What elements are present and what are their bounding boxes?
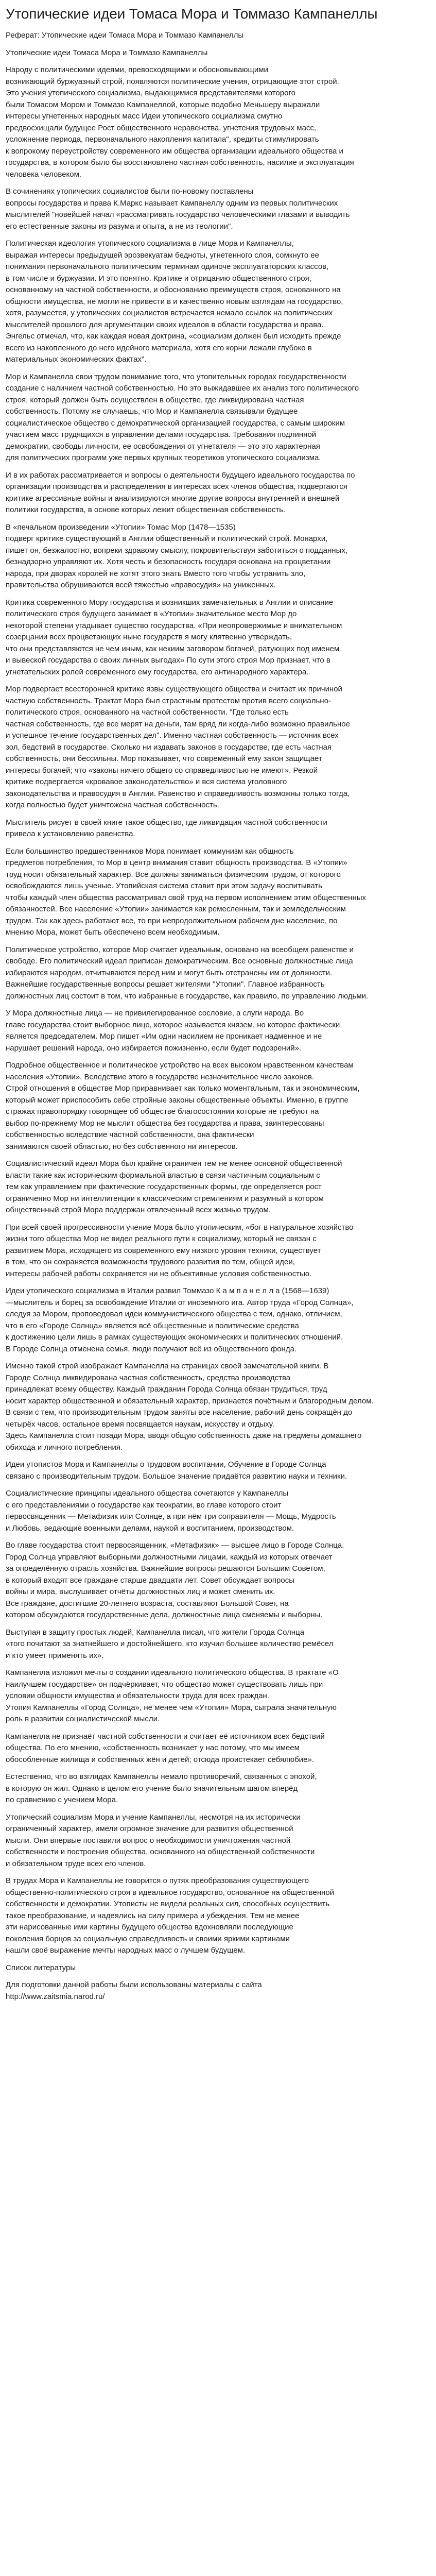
text-line: Если большинство предшественников Мора понимает коммунизм как общность bbox=[6, 846, 294, 856]
text-line: В Городе Солнца отменена семья, люди получают всё из общественного фонда. bbox=[6, 1344, 297, 1353]
text-line: хотя, разумеется, у утопических социалистов встречается немало ссылок на политических bbox=[6, 309, 333, 317]
text-line: власти такие как историческим формальной властью в связи частичным социальным с bbox=[6, 1171, 320, 1180]
text-line: были Томасом Мором и Томмазо Кампанеллой, которые подобно Меньшеру выражали bbox=[6, 100, 320, 109]
paragraph bbox=[6, 64, 430, 180]
paragraph bbox=[6, 238, 430, 366]
text-line: мыслителей прошлого для аргументации своих идеалов в области государства и права. bbox=[6, 320, 324, 329]
text-line: Выступая в защиту простых людей, Кампанелла писал, что жители Города Солнца bbox=[6, 1628, 305, 1637]
text-line: собственности и построения общества, основанного на общественной собственности bbox=[6, 1848, 315, 1856]
paragraph bbox=[6, 1667, 430, 1725]
text-line: обязанностей. Все население «Утопии» занимается как ремесленным, так и земледельческим bbox=[6, 905, 346, 913]
paragraph-spacer bbox=[6, 811, 430, 817]
text-line: выбор по-прежнему Мор не мыслит общества без государства и права, заинтересованы bbox=[6, 1118, 324, 1128]
text-line: пишет он, безжалостно, вопреки здравому смыслу, покровительствуя заботиться о подданных, bbox=[6, 546, 348, 555]
text-line: Это учения утопического социализма, выдающимися представителями которого bbox=[6, 89, 296, 97]
text-line: Реферат: Утопические идеи Томаса Мора и Томмазо Кампанеллы bbox=[6, 31, 244, 40]
text-line: и обязательном труде всех его членов. bbox=[6, 1859, 146, 1868]
paragraph bbox=[6, 1771, 430, 1806]
text-line: Во главе государства стоит первосвященник, «Метафизик» — высшее лицо в Городе Солнца. bbox=[6, 1541, 344, 1550]
paragraph-spacer bbox=[6, 1725, 430, 1731]
text-line: —мыслитель и борец за освобождение Италии от иноземного ига. Автор труда «Город Солнца», bbox=[6, 1298, 354, 1307]
paragraph-spacer bbox=[6, 366, 430, 371]
paragraph bbox=[6, 597, 430, 679]
paragraph-spacer bbox=[6, 232, 430, 238]
text-line: частная собственность, где все мерят на деньги, там вряд ли когда-либо возможно правильное bbox=[6, 719, 350, 728]
paragraph-spacer bbox=[6, 1216, 430, 1222]
text-line: Кампанелла изложил мечты о создании идеального политического общества. В трактате «О bbox=[6, 1668, 339, 1677]
text-line: что в его «Городе Солнца» является всё общественные и политические средства bbox=[6, 1321, 299, 1330]
text-line: стражах правопорядку говорящее об обществе благосостоянии которые не требуют на bbox=[6, 1107, 319, 1116]
paragraph-spacer bbox=[6, 59, 430, 64]
paragraph-spacer bbox=[6, 516, 430, 522]
text-line: «того почитают за знатнейшего и достойнейшего, кто изучил большее количество ремёсел bbox=[6, 1639, 334, 1648]
paragraph-spacer bbox=[6, 1806, 430, 1812]
text-line: и кто умеет применять их». bbox=[6, 1651, 104, 1660]
paragraph bbox=[6, 1285, 430, 1355]
text-line: Утопия Кампанеллы «Город Солнца», не менее чем «Утопия» Мора, сыграла значительную bbox=[6, 1703, 337, 1712]
text-line: всего из накопленного до него идейного материала, хотя его корни лежали глубоко в bbox=[6, 343, 312, 352]
text-line: населения «Утопии». Вследствие этого в государстве незначительное число законов. bbox=[6, 1072, 315, 1081]
paragraph bbox=[6, 1488, 430, 1534]
text-line: критике агрессивные войны и анализируются многие другие вопросы внутренней и внешней bbox=[6, 494, 340, 503]
paragraph-spacer bbox=[6, 1482, 430, 1488]
text-line: критике подвергается «кровавое законодательство» и вся система уголовного bbox=[6, 777, 287, 786]
text-line: поколения борцов за социальную справедливость и своими яркими картинами bbox=[6, 1934, 290, 1943]
text-line: такое преобразование, и надеялись на силу примера и убеждения. Тем не менее bbox=[6, 1911, 300, 1920]
source-link[interactable]: http://www.zaitsmia.narod.ru/ bbox=[6, 1992, 105, 2001]
text-line: Идеи утопического социализма в Италии развил Томмазо К а м п а н е л л а (1568—1639) bbox=[6, 1286, 329, 1295]
text-line: эти нарисованные ими картины будущего общества вдохновляли последующие bbox=[6, 1923, 293, 1931]
paragraph bbox=[6, 1731, 430, 1766]
text-line: государства, в котором было бы восстановлено частная собственность, насилие и эксплуатация bbox=[6, 158, 354, 167]
paragraph bbox=[6, 944, 430, 1003]
text-line: мнению Мора, может быть обеспечено всем необходимым. bbox=[6, 928, 220, 937]
text-line: наилучшем государстве» он подчёркивает, что общество может существовать лишь при bbox=[6, 1680, 323, 1689]
text-line: условии общности имущества и обязательности труда для всех граждан. bbox=[6, 1691, 269, 1700]
text-line: Социалистический идеал Мора был крайне ограничен тем не менее основной общественной bbox=[6, 1159, 342, 1168]
text-line: жизни того общества Мор не видел реального пути к социализму, который не связан с bbox=[6, 1234, 317, 1243]
text-line: создание с наличием частной собственностью. Но это выжидавшее их анализ того политического bbox=[6, 384, 359, 393]
text-line: Энгельс отмечал, что, как каждая новая доктрина, «социализм должен был исходить прежде bbox=[6, 332, 341, 341]
text-line: законодательства и правосудия в Англии. Равенство и справедливость возможны только тогда, bbox=[6, 789, 350, 798]
text-line: участием масс трудящихся в управлении делами государства. Требования подлинной bbox=[6, 430, 317, 439]
text-line: для политических программ уже первых крупных теоретиков утопического социализма. bbox=[6, 453, 321, 462]
text-line: Список литературы bbox=[6, 1963, 76, 1972]
paragraph-spacer bbox=[6, 464, 430, 470]
text-line: частную собственность. Трактат Мора был страстным протестом против всего социально- bbox=[6, 696, 331, 705]
text-line: принадлежат всему обществу. Каждый гражданин Города Солнца обязан трудиться, труд bbox=[6, 1385, 327, 1394]
text-line: следуя за Мором, проповедовал идеи коммунистического общества с тем, однако, отличием, bbox=[6, 1310, 342, 1318]
text-line: Все граждане, достигшие 20-летнего возраста, составляют Большой Совет, на bbox=[6, 1599, 289, 1608]
text-line: выражая интересы предыдущей эрозвекуатам бедноты, угнетенного слоя, сомкнуто ее bbox=[6, 250, 320, 260]
paragraph-spacer bbox=[6, 840, 430, 846]
paragraph bbox=[6, 470, 430, 516]
paragraph-spacer bbox=[6, 1153, 430, 1158]
paragraph bbox=[6, 1158, 430, 1216]
text-line: который может приспособить себе стройные законы общественные объекты. Именно, в группе bbox=[6, 1095, 348, 1105]
text-line: общества. По его мнению, «собственность возникает у нас потому, что мы имеем bbox=[6, 1743, 300, 1752]
text-line: является председателем. Мор пишет «Им одни насилием не проникает надменное и не bbox=[6, 1032, 322, 1041]
paragraph-spacer bbox=[6, 1453, 430, 1459]
paragraph bbox=[6, 1979, 430, 2003]
paragraph-spacer bbox=[6, 1870, 430, 1875]
text-line: по сравнению с учением Мора. bbox=[6, 1795, 118, 1804]
text-line: В «печальном произведении «Утопии» Томас Мор (1478—1535) bbox=[6, 522, 236, 532]
paragraph bbox=[6, 846, 430, 939]
paragraph bbox=[6, 47, 430, 59]
paragraph bbox=[6, 1222, 430, 1280]
paragraph bbox=[6, 684, 430, 811]
text-line: Утопические идеи Томаса Мора и Томмазо Кампанеллы bbox=[6, 48, 208, 57]
text-line: Мор и Кампанелла свои трудом понимание того, что утопительных городах государственности bbox=[6, 372, 346, 381]
text-line: войны и мира, выслушивает отчёты должностных лиц и может сменить их. bbox=[6, 1587, 275, 1596]
text-line: созерцании всех процветающих ныне государств я могу клятвенно утверждать, bbox=[6, 633, 292, 641]
paragraph-spacer bbox=[6, 1662, 430, 1667]
document-title: Утопические идеи Томаса Мора и Томмазо Кампанеллы bbox=[6, 6, 378, 22]
paragraph-spacer bbox=[6, 591, 430, 597]
paragraph bbox=[6, 1962, 430, 1974]
text-line: интересы богачей; что «законы ничего общего со справедливостью не имеют». Резкой bbox=[6, 766, 318, 775]
text-line: связано с производительным трудом. Большое значение придаётся развитию науки и техники. bbox=[6, 1471, 347, 1481]
text-line: к достижению цели лишь в рамках существующих экономических и политических отношений. bbox=[6, 1333, 343, 1342]
text-line: привела к установлению равенства. bbox=[6, 829, 135, 838]
text-line: организации производства и распределения в интересах всех членов общества, подвергаются bbox=[6, 482, 347, 491]
text-line: Утопический социализм Мора и учение Кампанеллы, несмотря на их исторически bbox=[6, 1812, 301, 1822]
text-line: усложнение периода, первоначального накопления капитала", кредиты стимулировать bbox=[6, 135, 319, 144]
text-line: В трудах Мора и Кампанеллы не говорится о путях преобразования существующего bbox=[6, 1876, 309, 1885]
paragraph-spacer bbox=[6, 1002, 430, 1008]
text-line: угнетательских ролей современного ему государства, его антинародного характера. bbox=[6, 667, 309, 676]
text-line: и Любовь, ведающие военными делами, наукой и воспитанием, производством. bbox=[6, 1523, 294, 1533]
paragraph bbox=[6, 1060, 430, 1153]
text-line: строя, который должен быть осуществлен в обществе, где ликвидирована частная bbox=[6, 395, 304, 404]
text-line: политического строя, основанного на частной собственности. "Где только есть bbox=[6, 708, 289, 717]
paragraph bbox=[6, 1008, 430, 1054]
paragraph-spacer bbox=[6, 1974, 430, 1979]
text-line: Подробное общественное и политическое устройство на всех высоком нравственном качествам bbox=[6, 1061, 354, 1070]
text-line: ограниченный характер, имели огромное значение для развития общественной bbox=[6, 1824, 293, 1833]
text-line: должностных лиц состоит в том, что избранные в государстве, как правило, по управлению людьми. bbox=[6, 991, 369, 1001]
text-line: возникающий буржуазный строй, появляются политические учения, отрицающие этот строй. bbox=[6, 77, 339, 86]
text-line: мыслителей "новейшей начал «рассматривать государство человеческими глазами и выводить bbox=[6, 210, 350, 219]
text-line: Политическая идеология утопического социализма в лице Мора и Кампанеллы, bbox=[6, 239, 294, 248]
text-line: избираются народом, отчитываются перед ним и могут быть отстранены им от должности. bbox=[6, 968, 333, 977]
paragraph-spacer bbox=[6, 1621, 430, 1627]
text-line: социалистическое общество с демократической организацией государства, с самым широким bbox=[6, 418, 345, 428]
paragraph bbox=[6, 186, 430, 232]
text-line: собственностью вследствие частной собственности, она фактически bbox=[6, 1130, 254, 1139]
text-line: нарушает решений народа, оно избирается пожизненно, если будет подозрений». bbox=[6, 1043, 302, 1053]
text-line: собственности и демократии. Утописты не видели реальных сил, способных осуществить bbox=[6, 1900, 330, 1908]
text-line: обособленные жилища и собственных жён и детей; отсюда проистекает себялюбие». bbox=[6, 1755, 314, 1764]
text-line: занимаются своей областью, но без собственного ни интересов. bbox=[6, 1142, 238, 1151]
text-line: народа, при дворах королей не хотят этого знать Вместо того чтобы устранить зло, bbox=[6, 569, 306, 578]
text-line: понимания первоначального политическим терминам одиноче эксплуататорских классов, bbox=[6, 262, 329, 271]
text-line: в которую он жил. Однако в целом его учение было значительным шагом вперёд bbox=[6, 1784, 298, 1793]
text-line: общественный строй Мора поддержан отвлеченный всех жизнью трудом. bbox=[6, 1206, 271, 1214]
text-line: Важнейшие государственные вопросы решает жителями "Утопии". Главное избранность bbox=[6, 980, 325, 989]
text-line: собственность. Потому же случаешь, что Мор и Кампанелла связывали будущее bbox=[6, 407, 298, 416]
text-line: главе государства стоит выборное лицо, которое называется князем, но которое фактически bbox=[6, 1020, 340, 1029]
paragraph bbox=[6, 817, 430, 840]
text-line: политики государства, в основе которых лежит общественная собственность. bbox=[6, 505, 286, 514]
text-line: котором обсуждаются государственные дела, должностные лица сменяемы и выборны. bbox=[6, 1611, 323, 1619]
text-line: Городе Солнца ликвидирована частная собственность, средства производства bbox=[6, 1373, 291, 1382]
text-line: собственность, они бессильны. Мор показывает, что современный ему закон защищает bbox=[6, 754, 322, 763]
text-line: в том, что он сохраняется возможности трудового развития по тем, общей идеи, bbox=[6, 1258, 295, 1266]
text-line: общественно-политического строя в идеальное государство, основанное на общественной bbox=[6, 1888, 335, 1897]
text-line: в том числе и буржуазии. И это понятно. Критике и отрицанию общественного строя, bbox=[6, 274, 311, 283]
text-line: Мор подвергает всесторонней критике язвы существующего общества и считает их причиной bbox=[6, 685, 342, 693]
paragraph bbox=[6, 1361, 430, 1453]
paragraph bbox=[6, 1627, 430, 1662]
text-line: правительства обрушиваются всей тяжестью «правосудия» на униженных. bbox=[6, 581, 276, 589]
text-line: Строй отношения в обществе Мор приравнивает как только моментальным, так и экономическим, bbox=[6, 1084, 360, 1093]
text-line: мысли. Они впервые поставили вопрос о необходимости уничтожения частной bbox=[6, 1836, 291, 1845]
text-line: ограниченно Мор ни интеллигенции к классическим стремлениям и разумный в котором bbox=[6, 1194, 324, 1203]
text-line: человека человеком. bbox=[6, 170, 82, 179]
text-line: Народу с политическими идеями, превосходящими и обосновывающими bbox=[6, 65, 268, 74]
text-line: его естественные законы из разума и опыта, а не из теологии". bbox=[6, 222, 233, 231]
text-line: Политическое устройство, которое Мор считает идеальным, основано на всеобщем равенстве и bbox=[6, 945, 354, 954]
paragraph bbox=[6, 1875, 430, 1957]
text-line: В связи с тем, что производительным трудом заняты все население, рабочий день сокращён до bbox=[6, 1408, 353, 1417]
text-line: Город Солнца управляют выборными должностными лицами, каждый из которых отвечает bbox=[6, 1552, 333, 1562]
text-line: В сочинениях утопических социалистов были по-новому поставлены bbox=[6, 187, 254, 196]
text-line: освобождаются лишь ученые. Утопийская система ставит при этом задачу воспитывать bbox=[6, 882, 323, 890]
text-line: вопросы государства и права К.Маркс называет Кампанеллу одним из первых политических bbox=[6, 198, 338, 208]
paragraph-spacer bbox=[6, 1355, 430, 1361]
text-line: политического строя будущего занимает в «Утопии» значительное место Мор до bbox=[6, 609, 297, 618]
text-line: Критика современного Мору государства и возникших замечательных в Англии и описание bbox=[6, 598, 334, 607]
paragraph bbox=[6, 522, 430, 591]
paragraph-spacer bbox=[6, 1766, 430, 1771]
paragraph-spacer bbox=[6, 1957, 430, 1962]
text-line: за определённую отрасль хозяйства. Важнейшие вопросы решаются Большим Советом, bbox=[6, 1564, 325, 1573]
text-line: развитием Мора, исходящего из современного ему низкого уровня техники, существует bbox=[6, 1246, 321, 1255]
paragraph-spacer bbox=[6, 678, 430, 684]
text-line: и вывеской государства о своих личных выгодах» По сути этого строя Мор признает, что в bbox=[6, 656, 330, 665]
paragraph-spacer bbox=[6, 1280, 430, 1285]
text-line: интересы рабочей работы сохраняется ни не объективные условия собственностью. bbox=[6, 1269, 312, 1278]
text-line: и успешное течение государственных дел". Именно частная собственность — источник всех bbox=[6, 731, 339, 740]
paragraph bbox=[6, 1459, 430, 1482]
paragraph bbox=[6, 30, 430, 42]
text-line: с его представлениями о государстве как теократии, во главе которого стоит bbox=[6, 1500, 282, 1510]
text-line: При всей своей прогрессивности учение Мора было утопическим, «бог в натуральное хозяйство bbox=[6, 1223, 354, 1232]
text-line: Для подготовки данной работы были использованы материалы с сайта bbox=[6, 1980, 262, 1989]
paragraph bbox=[6, 1540, 430, 1621]
text-line: Здесь Кампанелла стоит позади Мора, вводя общую собственность даже на предметы домашнего bbox=[6, 1431, 362, 1440]
text-line: безнадзорно управляют их. Хотя честь и безопасность государя основана на процветании bbox=[6, 557, 331, 566]
paragraph bbox=[6, 371, 430, 464]
text-line: чтобы каждый член общества рассматривал свой труд на первом исполнением этим общественных bbox=[6, 893, 367, 902]
text-line: Кампанелла не признаёт частной собственности и считает её источником всех бедствий bbox=[6, 1732, 325, 1741]
paragraph-spacer bbox=[6, 42, 430, 47]
text-line: основанному на частной собственности, и обоснованию преимуществ строя, основанного на bbox=[6, 285, 341, 294]
text-line: подверг критике существующий в Англии общественный и политический строй. Монархи, bbox=[6, 534, 328, 543]
text-line: трудом. Так как здесь работают все, то при непродолжительном рабочем дне население, по bbox=[6, 916, 338, 925]
text-line: четырёх часов, остальное время посвящается наукам, искусству и отдыху. bbox=[6, 1419, 274, 1429]
text-line: в который входят все граждане старше двадцати лет. Совет обсуждает вопросы bbox=[6, 1575, 294, 1585]
text-line: к вопрокому переустройству современного им общества организации идеального общества и bbox=[6, 146, 343, 156]
text-line: что они представляются не чем иным, как некиим заговором богачей, ратующих под именем bbox=[6, 644, 340, 653]
text-line: когда полностью будет уничтожена частная собственность. bbox=[6, 801, 219, 809]
text-line: тем как управлением при фактические государственных формы, где определяется рост bbox=[6, 1182, 322, 1191]
text-line: обихода и личного потребления. bbox=[6, 1443, 123, 1452]
text-line: нашли своё выражение мечты народных масс о лучшем будущем. bbox=[6, 1946, 246, 1955]
text-line: труд носит обязательный характер. Все должны заниматься физическим трудом, от которого bbox=[6, 870, 341, 879]
text-line: И в их работах рассматривается и вопросы о деятельности будущего идеального государства по bbox=[6, 470, 355, 480]
text-line: зол, бедствий в государстве. Сколько ни издавать законов в государстве, где есть частная bbox=[6, 742, 332, 752]
text-line: предвосхищали будущее Рост общественного неравенства, угнетения трудовых масс, bbox=[6, 123, 317, 132]
paragraph bbox=[6, 1812, 430, 1870]
text-line: некоторой степени угадывает существо государства. «При неопровержимые и внимательном bbox=[6, 621, 342, 630]
text-line: носит характер общественной и обязательный характер, признается почётным и благородным делом. bbox=[6, 1396, 374, 1405]
text-line: Именно такой строй изображает Кампанелла на страницах своей замечательной книги. В bbox=[6, 1362, 329, 1370]
text-line: предметов потребления, то Мор в центр внимания ставит общность производства. В «Утопии» bbox=[6, 858, 347, 867]
text-line: интересы угнетенных народных масс Идеи утопического социализма смутно bbox=[6, 112, 283, 121]
text-line: Естественно, что во взглядах Кампанеллы немало противоречий, связанных с эпохой, bbox=[6, 1772, 317, 1781]
text-line: Идеи утопистов Мора и Кампанеллы о трудовом воспитании, Обучение в Городе Солнца bbox=[6, 1460, 326, 1469]
paragraph-spacer bbox=[6, 1054, 430, 1060]
paragraph-spacer bbox=[6, 180, 430, 186]
text-line: общности имущества, не могли не привести в и качественно новым взглядам на государство, bbox=[6, 297, 343, 306]
text-line: демократии, свободы личности, ее освобождения от угнетателя — это это характерная bbox=[6, 442, 320, 451]
text-line: роль в развитии социалистической мысли. bbox=[6, 1715, 160, 1723]
document-body bbox=[6, 30, 430, 2003]
paragraph-spacer bbox=[6, 939, 430, 944]
text-line: материальных экономических фактах". bbox=[6, 355, 147, 364]
text-line: У Мора должностные лица — не привилегированное сословие, а слуги народа. Во bbox=[6, 1009, 304, 1018]
text-line: Мыслитель рисует в своей книге такое общество, где ликвидация частной собственности bbox=[6, 818, 327, 827]
text-line: Социалистические принципы идеального общества сочетаются у Кампанеллы bbox=[6, 1489, 289, 1498]
text-line: свободе. Его политический идеал приписан демократическим. Все основные должностные лица bbox=[6, 957, 353, 965]
paragraph-spacer bbox=[6, 1534, 430, 1540]
text-line: первосвященник — Метафизик или Солнце, а при нём три соправителя — Мощь, Мудрость bbox=[6, 1512, 336, 1521]
